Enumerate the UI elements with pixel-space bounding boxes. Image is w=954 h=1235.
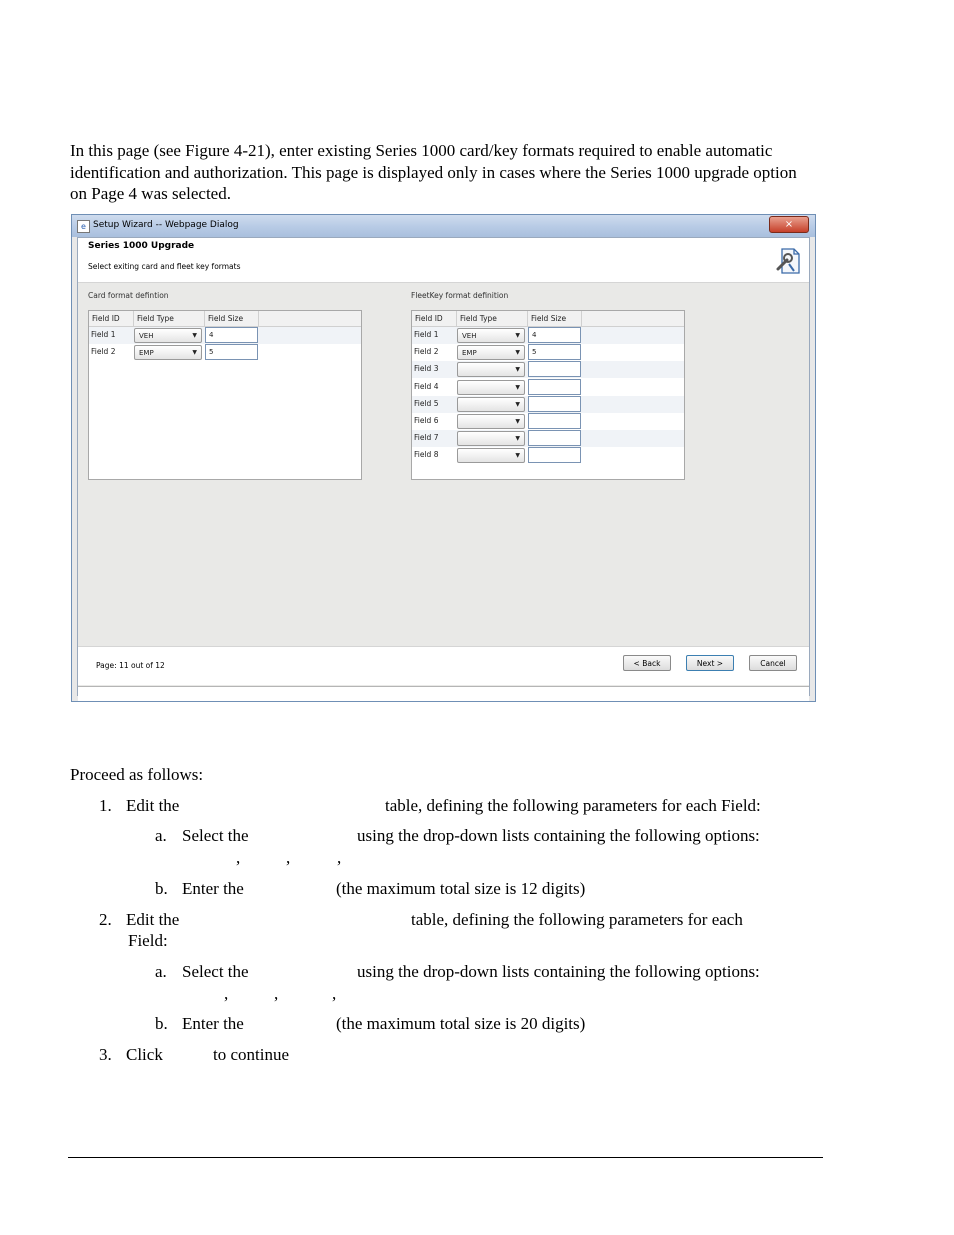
step-text: to continue	[213, 1045, 290, 1064]
field-size-input[interactable]	[528, 430, 581, 446]
step-number: 2.	[99, 910, 112, 929]
column-header-field-size: Field Size	[531, 314, 567, 323]
cancel-button[interactable]: Cancel	[749, 655, 797, 671]
column-header-field-id: Field ID	[415, 314, 443, 323]
field-type-select[interactable]	[457, 414, 525, 429]
back-button[interactable]: < Back	[623, 655, 671, 671]
field-id: Field 8	[414, 450, 439, 460]
field-id: Field 7	[414, 433, 439, 443]
substep-text: (the maximum total size is 12 digits)	[336, 879, 586, 898]
substep-letter: b.	[155, 879, 168, 898]
substep-letter: a.	[155, 962, 167, 981]
table-row	[412, 379, 684, 396]
field-size-input[interactable]: 5	[528, 344, 581, 360]
table-row	[89, 327, 361, 344]
field-type-select[interactable]: EMP ▼	[457, 345, 525, 360]
step-text: Edit the	[126, 910, 180, 929]
dropdown-arrow-icon: ▼	[515, 366, 520, 374]
list-separator: ,	[337, 848, 342, 867]
dialog-titlebar	[72, 215, 815, 237]
field-size-input[interactable]	[528, 413, 581, 429]
table-row	[412, 327, 684, 344]
field-size-input[interactable]	[528, 361, 581, 377]
substep-letter: a.	[155, 826, 167, 845]
dropdown-arrow-icon: ▼	[192, 332, 197, 339]
field-id: Field 1	[414, 330, 439, 339]
field-type-select[interactable]	[457, 362, 525, 377]
field-size-input[interactable]: 5	[205, 344, 258, 360]
field-id: Field 4	[414, 381, 439, 391]
list-separator: ,	[286, 848, 291, 867]
field-type-select[interactable]: VEH ▼	[457, 328, 525, 343]
table-row	[412, 396, 684, 413]
table-row	[89, 344, 361, 361]
field-id: Field 2	[91, 347, 116, 356]
field-type-select[interactable]: VEH ▼	[134, 328, 202, 343]
substep-text: Enter the	[182, 879, 244, 898]
column-header-field-type: Field Type	[460, 314, 497, 323]
procedure-lead: Proceed as follows:	[70, 765, 204, 784]
field-type-select[interactable]: EMP ▼	[134, 345, 202, 360]
table-row	[412, 447, 684, 464]
close-button[interactable]: ×	[769, 216, 809, 233]
column-header-field-id: Field ID	[92, 314, 120, 323]
page-subheading: Select exiting card and fleet key formats	[88, 262, 241, 271]
dropdown-arrow-icon: ▼	[515, 418, 520, 425]
footer-rule	[68, 1157, 823, 1158]
field-size-input[interactable]: 4	[528, 327, 581, 343]
field-type-select[interactable]	[457, 448, 525, 463]
status-bar	[78, 686, 809, 702]
dropdown-arrow-icon: ▼	[515, 452, 520, 460]
dropdown-arrow-icon: ▼	[192, 349, 197, 356]
field-size-input[interactable]	[528, 379, 581, 395]
dropdown-arrow-icon: ▼	[515, 400, 520, 408]
dialog-body	[77, 237, 810, 696]
browser-icon: e	[77, 220, 90, 233]
column-header-field-type: Field Type	[137, 314, 174, 323]
field-size-input[interactable]	[528, 396, 581, 412]
next-button[interactable]: Next >	[686, 655, 734, 671]
dropdown-arrow-icon: ▼	[515, 349, 520, 357]
step-text: Click	[126, 1045, 163, 1064]
list-separator: ,	[224, 984, 229, 1003]
step-text: table, defining the following parameters for each Field:	[385, 796, 761, 815]
field-size-input[interactable]	[528, 447, 581, 463]
field-id: Field 5	[414, 398, 439, 408]
substep-text: (the maximum total size is 20 digits)	[336, 1014, 586, 1033]
field-type-select[interactable]	[457, 397, 525, 412]
fleetkey-format-label: FleetKey format definition	[411, 291, 509, 300]
table-row	[412, 361, 684, 378]
dialog-footer	[78, 646, 809, 685]
dropdown-arrow-icon: ▼	[515, 383, 520, 391]
dialog-title: Setup Wizard -- Webpage Dialog	[93, 220, 239, 230]
substep-letter: b.	[155, 1014, 168, 1033]
intro-paragraph: In this page (see Figure 4-21), enter existing Series 1000 card/key formats required to enable automatic identification and authorization. This page is displayed only in cases where the Series 1000 upgrade option on Page 4 was selected.	[70, 141, 797, 203]
field-id: Field 2	[414, 347, 439, 357]
substep-text: Select the	[182, 826, 249, 845]
substep-text: Select the	[182, 962, 249, 981]
field-type-select[interactable]	[457, 380, 525, 395]
page-indicator: Page: 11 out of 12	[96, 661, 165, 670]
dropdown-arrow-icon: ▼	[515, 332, 520, 339]
step-number: 3.	[99, 1045, 112, 1064]
dropdown-arrow-icon: ▼	[515, 435, 520, 443]
table-row	[412, 430, 684, 447]
field-id: Field 3	[414, 364, 439, 374]
page-heading: Series 1000 Upgrade	[88, 241, 195, 251]
card-format-table	[88, 310, 362, 480]
step-text: table, defining the following parameters for each	[411, 910, 743, 929]
field-type-select[interactable]	[457, 431, 525, 446]
step-text: Edit the	[126, 796, 180, 815]
column-header-field-size: Field Size	[208, 314, 244, 323]
table-row	[412, 344, 684, 361]
list-separator: ,	[332, 984, 337, 1003]
substep-text: Enter the	[182, 1014, 244, 1033]
substep-text: using the drop-down lists containing the following options:	[357, 962, 760, 981]
dialog-header	[78, 238, 809, 283]
field-id: Field 6	[414, 416, 439, 425]
setup-wizard-dialog-screenshot	[71, 214, 816, 702]
list-separator: ,	[236, 848, 241, 867]
settings-wrench-icon	[775, 247, 801, 275]
list-separator: ,	[274, 984, 279, 1003]
substep-text: using the drop-down lists containing the following options:	[357, 826, 760, 845]
table-row	[412, 413, 684, 430]
table-header	[412, 311, 684, 327]
step-number: 1.	[99, 796, 112, 815]
table-header	[89, 311, 361, 327]
fleetkey-format-table	[411, 310, 685, 480]
card-format-label: Card format defintion	[88, 291, 169, 300]
step-text: Field:	[128, 931, 168, 950]
field-id: Field 1	[91, 330, 116, 339]
field-size-input[interactable]: 4	[205, 327, 258, 343]
